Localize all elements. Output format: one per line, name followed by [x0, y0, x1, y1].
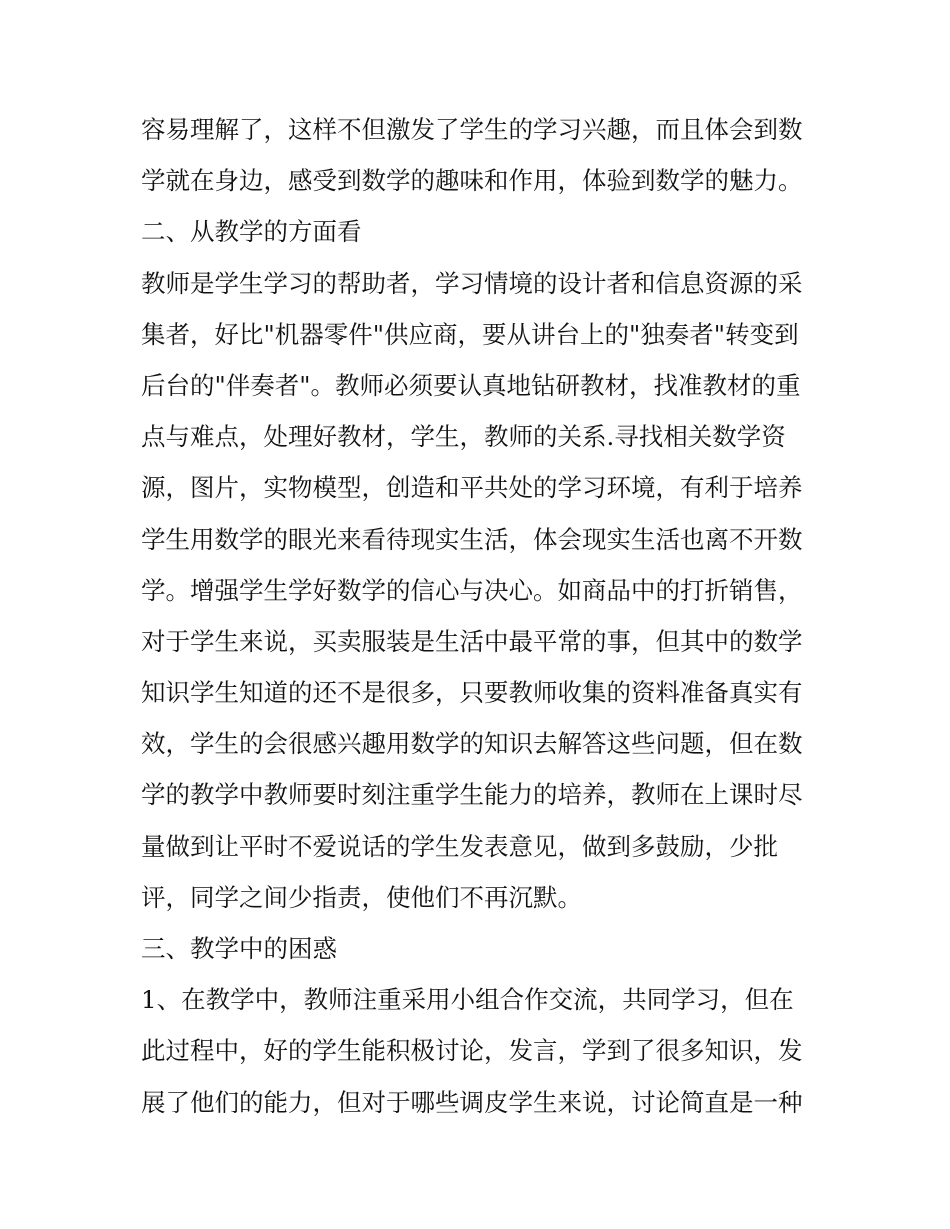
text-line: 学生用数学的眼光来看待现实生活，体会现实生活也离不开数	[141, 524, 803, 554]
text-line: 效，学生的会很感兴趣用数学的知识去解答这些问题，但在数	[141, 729, 803, 759]
text-line: 源，图片，实物模型，创造和平共处的学习环境，有利于培养	[141, 473, 803, 503]
text-line: 评，同学之间少指责，使他们不再沉默。	[141, 882, 582, 912]
section-heading: 三、教学中的困惑	[141, 934, 337, 963]
text-line: 学。增强学生学好数学的信心与决心。如商品中的打折销售，	[141, 575, 803, 605]
section-heading: 二、从教学的方面看	[141, 217, 362, 247]
document-body	[141, 104, 813, 1128]
text-line: 此过程中，好的学生能积极讨论，发言，学到了很多知识，发	[141, 1036, 803, 1066]
text-line: 展了他们的能力，但对于哪些调皮学生来说，讨论简直是一种	[141, 1087, 803, 1117]
text-line: 知识学生知道的还不是很多，只要教师收集的资料准备真实有	[141, 678, 803, 708]
text-line: 教师是学生学习的帮助者，学习情境的设计者和信息资源的采	[141, 268, 803, 298]
text-line: 点与难点，处理好教材，学生，教师的关系.寻找相关数学资	[141, 422, 786, 452]
text-line: 学就在身边，感受到数学的趣味和作用，体验到数学的魅力。	[141, 166, 803, 196]
text-line: 量做到让平时不爱说话的学生发表意见，做到多鼓励，少批	[141, 831, 778, 861]
text-line: 集者，好比"机器零件"供应商，要从讲台上的"独奏者"转变到	[141, 319, 799, 349]
text-line: 后台的"伴奏者"。教师必须要认真地钻研教材，找准教材的重	[141, 370, 801, 400]
text-line: 1、在教学中，教师注重采用小组合作交流，共同学习，但在	[141, 985, 794, 1015]
text-line: 容易理解了，这样不但激发了学生的学习兴趣，而且体会到数	[141, 115, 803, 144]
text-line: 对于学生来说，买卖服装是生活中最平常的事，但其中的数学	[141, 626, 803, 656]
text-line: 学的教学中教师要时刻注重学生能力的培养，教师在上课时尽	[141, 780, 803, 810]
